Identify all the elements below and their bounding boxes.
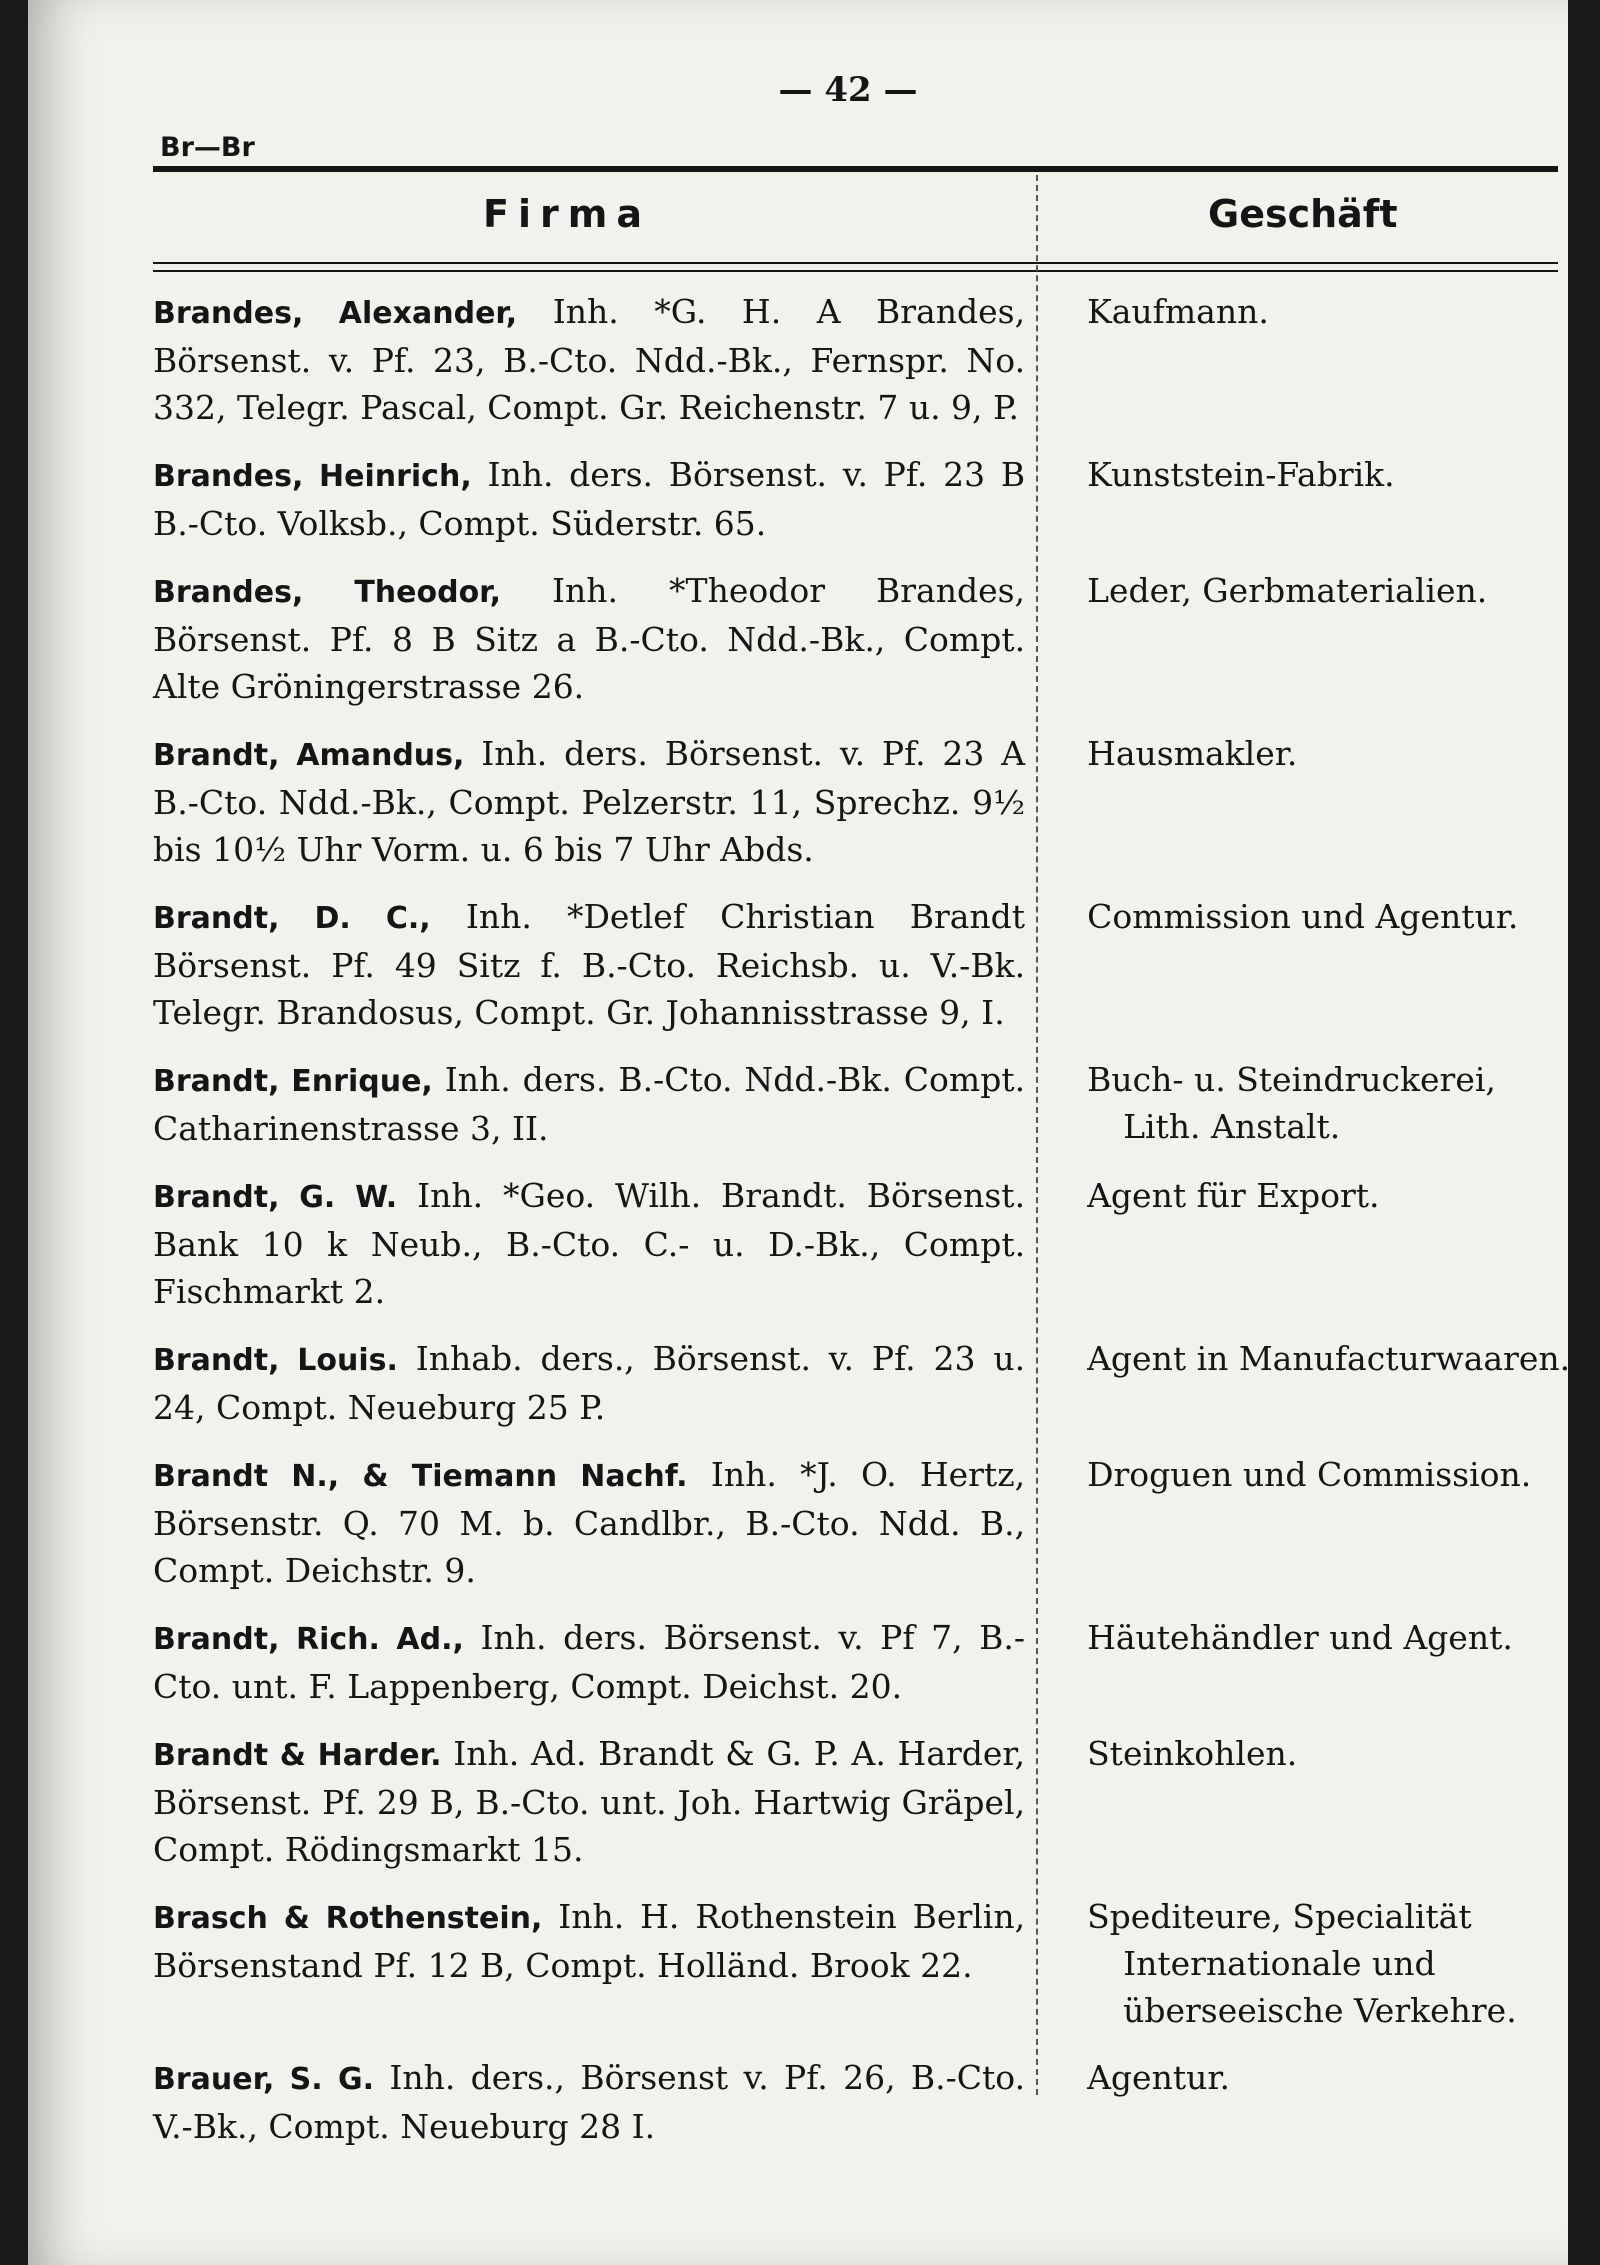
list-item — [153, 1614, 1583, 1710]
firm-name: Brandt, Rich. Ad., — [153, 1622, 464, 1657]
firm-details: Inh. ders., Börsenst v. Pf. 26, B.-Cto. V.-Bk., Compt. Neueburg 28 I. — [153, 2058, 1026, 2146]
firma-cell — [153, 288, 1025, 431]
business-cell: Steinkohlen. — [1087, 1734, 1298, 1773]
list-item — [153, 1172, 1583, 1315]
business-cell: Agent in Manufacturwaaren. — [1087, 1339, 1571, 1378]
firma-cell — [153, 1056, 1025, 1152]
business-cell: Buch- u. Steindruckerei, Lith. Anstalt. — [1087, 1060, 1496, 1146]
business-cell: Hausmakler. — [1087, 734, 1298, 773]
firma-cell — [153, 1730, 1025, 1873]
firm-details: Inh. *Theodor Brandes, Börsenst. Pf. 8 B Sitz a B.-Cto. Ndd.-Bk., Compt. Alte Gröningerstrasse 26. — [153, 571, 1026, 706]
column-header-firma: Firma — [483, 192, 651, 236]
running-head: Br—Br — [160, 132, 255, 163]
list-item — [153, 730, 1583, 873]
firm-details: Inh. ders. Börsenst. v. Pf. 23 A B.-Cto. Ndd.-Bk., Compt. Pelzerstr. 11, Sprechz. 9½ bis 10½ Uhr Vorm. u. 6 bis 7 Uhr Abds. — [153, 734, 1026, 869]
list-item — [153, 1893, 1583, 2034]
list-item — [153, 2054, 1583, 2150]
firma-cell — [153, 1893, 1025, 1989]
firm-name: Brandt N., & Tiemann Nachf. — [153, 1459, 688, 1494]
column-header-geschaeft: Geschäft — [1208, 192, 1398, 236]
firma-cell — [153, 1614, 1025, 1710]
page-number: — 42 — — [778, 70, 918, 110]
firm-details: Inh. ders. Börsenst. v. Pf. 23 B B.-Cto. Volksb., Compt. Süderstr. 65. — [153, 455, 1026, 543]
firma-cell — [153, 893, 1025, 1036]
business-cell: Agent für Export. — [1087, 1176, 1380, 1215]
header-double-rule — [153, 262, 1558, 272]
firm-name: Brandt, Enrique, — [153, 1064, 433, 1099]
firm-name: Brandes, Theodor, — [153, 575, 501, 610]
list-item — [153, 1056, 1583, 1152]
firm-details: Inh. *Geo. Wilh. Brandt. Börsenst. Bank 10 k Neub., B.-Cto. C.- u. D.-Bk., Compt. Fischmarkt 2. — [153, 1176, 1026, 1311]
firm-details: Inh. Ad. Brandt & G. P. A. Harder, Börsenst. Pf. 29 B, B.-Cto. unt. Joh. Hartwig Gräpel, Compt. Rödingsmarkt 15. — [153, 1734, 1026, 1869]
business-cell: Droguen und Commission. — [1087, 1455, 1532, 1494]
list-item — [153, 567, 1583, 710]
firm-name: Brandt, G. W. — [153, 1180, 398, 1215]
business-cell: Leder, Gerbmaterialien. — [1087, 571, 1488, 610]
firm-name: Brauer, S. G. — [153, 2062, 374, 2097]
list-item — [153, 1451, 1583, 1594]
firm-details: Inh. *G. H. A Brandes, Börsenst. v. Pf. 23, B.-Cto. Ndd.-Bk., Fernspr. No. 332, Telegr. Pascal, Compt. Gr. Reichenstr. 7 u. 9, P. — [153, 292, 1026, 427]
list-item — [153, 451, 1583, 547]
firma-cell — [153, 1335, 1025, 1431]
firm-details: Inh. H. Rothenstein Berlin, Börsenstand Pf. 12 B, Compt. Holländ. Brook 22. — [153, 1897, 1026, 1985]
business-cell: Kunststein-Fabrik. — [1087, 455, 1395, 494]
firm-details: Inh. ders. Börsenst. v. Pf 7, B.-Cto. unt. F. Lappenberg, Compt. Deichst. 20. — [153, 1618, 1026, 1706]
firma-cell — [153, 451, 1025, 547]
page — [28, 0, 1571, 2265]
top-rule — [153, 166, 1558, 172]
list-item — [153, 288, 1583, 431]
business-cell: Agentur. — [1087, 2058, 1230, 2097]
firma-cell — [153, 1172, 1025, 1315]
firm-details: Inh. ders. B.-Cto. Ndd.-Bk. Compt. Catharinenstrasse 3, II. — [153, 1060, 1026, 1148]
list-item — [153, 1335, 1583, 1431]
firm-details: Inh. *Detlef Christian Brandt Börsenst. Pf. 49 Sitz f. B.-Cto. Reichsb. u. V.-Bk. Telegr. Brandosus, Compt. Gr. Johannisstrasse 9, I. — [153, 897, 1026, 1032]
business-cell: Kaufmann. — [1087, 292, 1269, 331]
firm-name: Brasch & Rothenstein, — [153, 1901, 543, 1936]
firm-details: Inhab. ders., Börsenst. v. Pf. 23 u. 24, Compt. Neueburg 25 P. — [153, 1339, 1026, 1427]
firm-name: Brandt, Amandus, — [153, 738, 465, 773]
firma-cell — [153, 567, 1025, 710]
business-cell: Spediteure, Specialität Internationale und überseeische Verkehre. — [1087, 1897, 1517, 2030]
firma-cell — [153, 1451, 1025, 1594]
firma-cell — [153, 2054, 1025, 2150]
firm-name: Brandt, D. C., — [153, 901, 431, 936]
business-cell: Häutehändler und Agent. — [1087, 1618, 1513, 1657]
business-cell: Commission und Agentur. — [1087, 897, 1519, 936]
list-item — [153, 893, 1583, 1036]
firm-name: Brandt, Louis. — [153, 1343, 398, 1378]
list-item — [153, 1730, 1583, 1873]
firm-name: Brandes, Heinrich, — [153, 459, 472, 494]
entry-list — [153, 288, 1583, 2170]
firma-cell — [153, 730, 1025, 873]
firm-name: Brandt & Harder. — [153, 1738, 442, 1773]
firm-name: Brandes, Alexander, — [153, 296, 518, 331]
firm-details: Inh. *J. O. Hertz, Börsenstr. Q. 70 M. b. Candlbr., B.-Cto. Ndd. B., Compt. Deichstr. 9. — [153, 1455, 1026, 1590]
